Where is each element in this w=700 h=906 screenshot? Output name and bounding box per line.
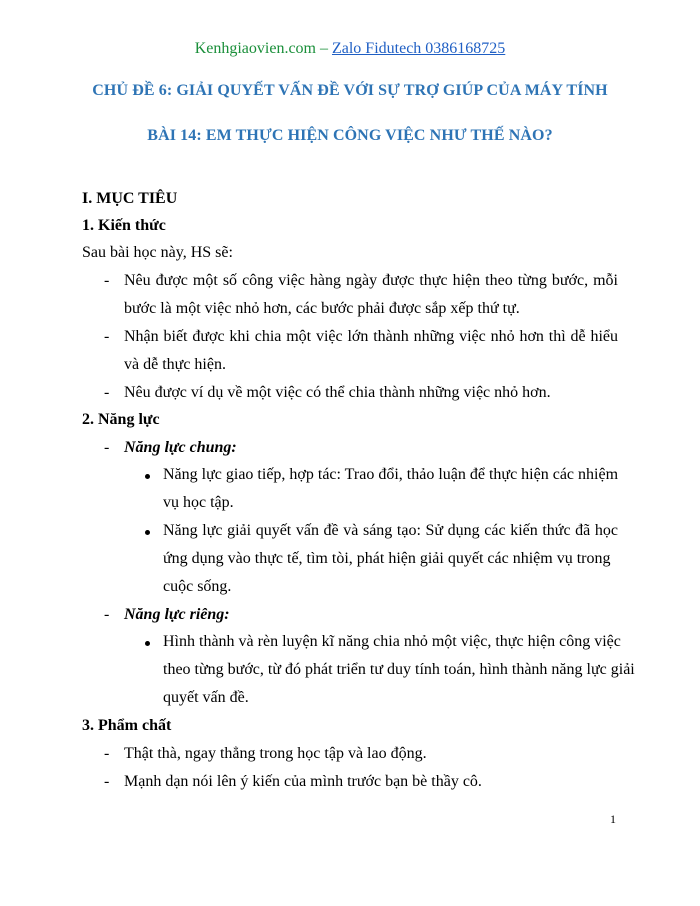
topic-title: CHỦ ĐỀ 6: GIẢI QUYẾT VẤN ĐỀ VỚI SỰ TRỢ GIÚP CỦA MÁY TÍNH — [92, 82, 608, 99]
subheading-qualities: 3. Phẩm chất — [82, 717, 172, 734]
general-item-1-line-1: Năng lực giao tiếp, hợp tác: Trao đổi, thảo luận để thực hiện các nhiệm — [163, 466, 619, 483]
bullet-icon — [145, 530, 150, 535]
subheading-knowledge: 1. Kiến thức — [82, 217, 166, 234]
specific-competence-label: Năng lực riêng: — [124, 606, 230, 623]
dash-marker: - — [104, 606, 110, 623]
knowledge-item-2-line-2: và dễ thực hiện. — [124, 356, 226, 373]
knowledge-item-3-line-1: Nêu được ví dụ về một việc có thể chia thành những việc nhỏ hơn. — [124, 384, 551, 401]
quality-item-1: Thật thà, ngay thẳng trong học tập và lao động. — [124, 745, 427, 762]
dash-marker: - — [104, 328, 110, 345]
general-item-2-line-2: ứng dụng vào thực tế, tìm tòi, phát hiện giải quyết các nhiệm vụ trong — [163, 550, 611, 567]
dash-marker: - — [104, 745, 110, 762]
dash-marker: - — [104, 272, 110, 289]
specific-item-1-line-1: Hình thành và rèn luyện kĩ năng chia nhỏ một việc, thực hiện công việc — [163, 633, 621, 650]
general-item-2-line-1: Năng lực giải quyết vấn đề và sáng tạo: Sử dụng các kiến thức đã học — [163, 522, 618, 539]
general-competence-label: Năng lực chung: — [124, 439, 237, 456]
lesson-title: BÀI 14: EM THỰC HIỆN CÔNG VIỆC NHƯ THẾ NÀO? — [147, 127, 553, 144]
specific-item-1-line-2: theo từng bước, từ đó phát triển tư duy tính toán, hình thành năng lực giải — [163, 661, 635, 678]
section-heading-objectives: I. MỤC TIÊU — [82, 190, 178, 207]
quality-item-2: Mạnh dạn nói lên ý kiến của mình trước bạn bè thầy cô. — [124, 773, 482, 790]
page-header — [0, 40, 700, 58]
contact-link[interactable]: Zalo Fidutech 0386168725 — [331, 40, 506, 57]
knowledge-item-1-line-2: bước là một việc nhỏ hơn, các bước phải được sắp xếp thứ tự. — [124, 300, 520, 317]
dash-marker: - — [104, 384, 110, 401]
dash-marker: - — [104, 773, 110, 790]
page-number: 1 — [610, 812, 616, 826]
subheading-competence: 2. Năng lực — [82, 411, 160, 428]
header-separator: – — [319, 40, 328, 57]
general-item-2-line-3: cuộc sống. — [163, 578, 232, 595]
knowledge-intro: Sau bài học này, HS sẽ: — [82, 244, 233, 261]
dash-marker: - — [104, 439, 110, 456]
bullet-icon — [145, 641, 150, 646]
knowledge-item-2-line-1: Nhận biết được khi chia một việc lớn thành những việc nhỏ hơn thì dễ hiểu — [124, 328, 618, 345]
specific-item-1-line-3: quyết vấn đề. — [163, 689, 249, 706]
bullet-icon — [145, 474, 150, 479]
knowledge-item-1-line-1: Nêu được một số công việc hàng ngày được thực hiện theo từng bước, mỗi — [124, 272, 618, 289]
general-item-1-line-2: vụ học tập. — [163, 494, 234, 511]
site-name: Kenhgiaovien.com — [194, 40, 316, 57]
